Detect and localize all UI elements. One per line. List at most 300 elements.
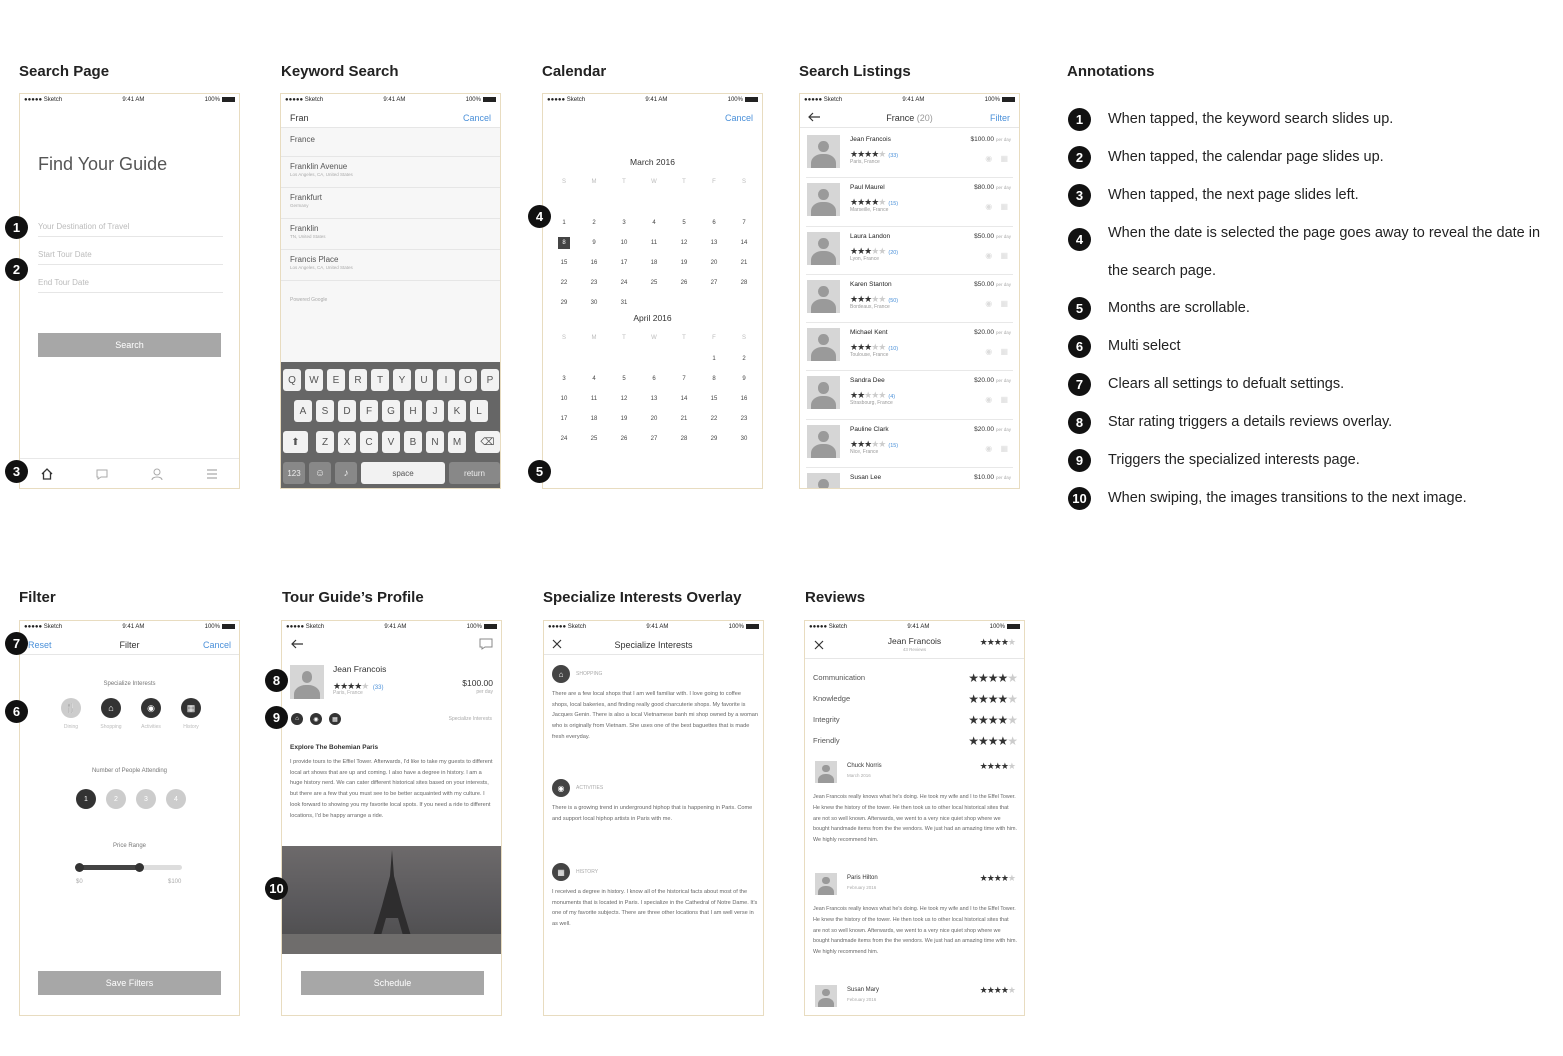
listing-row[interactable] (806, 178, 1013, 226)
stars-icon: ★★★★★ (850, 390, 886, 401)
section-header (552, 863, 758, 881)
calendar-day[interactable]: 2 (592, 220, 596, 226)
history-icon: ▦ (181, 698, 201, 718)
calendar-day[interactable]: 28 (680, 436, 688, 442)
listing-row[interactable] (806, 371, 1013, 419)
numbers-key[interactable]: 123 (283, 462, 305, 484)
history-icon: ▦ (552, 863, 570, 881)
weekday-label: W (651, 179, 657, 185)
carrier: ●●●●● Sketch (285, 97, 324, 103)
listing-reviews: (15) (888, 201, 899, 208)
annotation-text: When tapped, the next page slides left. (1108, 187, 1359, 203)
key-d[interactable]: D (338, 400, 356, 422)
start-date-input[interactable]: Start Tour Date (38, 250, 223, 265)
key-v[interactable]: V (382, 431, 400, 453)
stars-icon: ★★★★★ (850, 342, 886, 353)
annotation-number: 1 (1068, 108, 1091, 131)
badge-8: 8 (265, 669, 288, 692)
result-item[interactable] (281, 250, 500, 281)
menu-icon[interactable] (205, 467, 219, 481)
weekday-label: S (741, 335, 746, 341)
page-heading: Find Your Guide (38, 154, 168, 174)
badge-7: 7 (5, 632, 28, 655)
listings-header (800, 106, 1019, 128)
price-slider-track[interactable] (78, 865, 182, 870)
calendar-day[interactable]: 26 (680, 280, 688, 286)
calendar-day[interactable]: 4 (592, 376, 596, 382)
keyboard (281, 362, 500, 489)
key-c[interactable]: C (360, 431, 378, 453)
chat-icon[interactable] (95, 467, 109, 481)
calendar-day[interactable]: 4 (652, 220, 656, 226)
calendar-day[interactable]: 3 (622, 220, 626, 226)
price-value: $10.00 (974, 474, 994, 482)
time: 9:41 AM (646, 624, 669, 630)
key-n[interactable]: N (426, 431, 444, 453)
result-sub: Germany (290, 203, 309, 208)
annotation-number: 5 (1068, 297, 1091, 320)
annotation-text: Star rating triggers a details reviews overlay. (1108, 414, 1393, 430)
calendar-day[interactable]: 16 (590, 260, 598, 266)
stars-icon: ★★★★★ (333, 681, 369, 691)
cancel-button[interactable]: Cancel (462, 113, 491, 123)
weekday-label: S (741, 179, 746, 185)
people-option-4[interactable]: 4 (166, 789, 186, 809)
calendar-day[interactable]: 9 (592, 240, 596, 246)
interest-option-history[interactable] (176, 698, 206, 730)
message-icon[interactable] (479, 638, 493, 650)
key-w[interactable]: W (305, 369, 323, 391)
rating-category (813, 709, 1017, 730)
listing-name: Sandra Dee (850, 377, 885, 385)
return-key[interactable]: return (449, 462, 500, 484)
annotation-number: 3 (1068, 184, 1091, 207)
calendar-day[interactable]: 17 (620, 260, 628, 266)
calendar-day[interactable]: 18 (590, 416, 598, 422)
people-option-2[interactable]: 2 (106, 789, 126, 809)
listing-name: Karen Stanton (850, 280, 892, 288)
calendar-day[interactable]: 12 (680, 240, 688, 246)
calendar-day[interactable]: 29 (710, 436, 718, 442)
annotation-text: When tapped, the keyword search slides up. (1108, 111, 1394, 127)
calendar-day[interactable]: 24 (560, 436, 568, 442)
carrier: ●●●●● Sketch (24, 97, 63, 103)
time: 9:41 AM (907, 624, 930, 630)
listing-row[interactable] (806, 275, 1013, 323)
annotation-item (1068, 411, 1548, 434)
calendar-day[interactable]: 13 (650, 396, 658, 402)
annotation-text: Clears all settings to defualt settings. (1108, 376, 1345, 392)
calendar-day[interactable]: 31 (620, 300, 628, 306)
category-stars-icon: ★★★★★ (968, 712, 1017, 727)
listing-reviews: (15) (888, 442, 899, 449)
interest-section (552, 779, 758, 824)
interest-label: Activities (141, 724, 161, 730)
listing-avatar (807, 376, 840, 409)
history-icon[interactable]: ▦ (329, 713, 341, 725)
calendar-day[interactable]: 20 (710, 260, 718, 266)
calendar-day[interactable]: 19 (680, 260, 688, 266)
calendar-day[interactable]: 2 (742, 356, 746, 362)
result-name: Franklin (290, 224, 319, 233)
overlay-title: Specialize Interests Overlay (543, 589, 742, 606)
mic-key[interactable]: ♪ (335, 462, 357, 484)
status-bar (805, 621, 1024, 633)
price-max: $100 (168, 879, 182, 885)
interest-mini-icons: ◉ ▦ (985, 154, 1011, 163)
calendar-title: Calendar (542, 63, 607, 80)
calendar-day[interactable]: 30 (590, 300, 598, 306)
key-t[interactable]: T (371, 369, 389, 391)
badge-4: 4 (528, 205, 551, 228)
people-option-1[interactable]: 1 (76, 789, 96, 809)
battery: 100% (728, 624, 744, 631)
key-b[interactable]: B (404, 431, 422, 453)
calendar-day[interactable]: 14 (740, 240, 748, 246)
status-bar (20, 94, 239, 106)
result-name: Francis Place (290, 255, 339, 264)
key-f[interactable]: F (360, 400, 378, 422)
review-item (813, 873, 1017, 985)
badge-10: 10 (265, 877, 288, 900)
key-h[interactable]: H (404, 400, 422, 422)
specialize-link[interactable]: Specialize Interests (448, 716, 492, 722)
weekday-label: M (591, 179, 597, 185)
stars-icon: ★★★★★ (850, 149, 886, 159)
tour-photo[interactable] (282, 846, 501, 954)
price-value: $100.00 (970, 136, 994, 143)
listing-avatar (807, 135, 840, 168)
price-min-handle[interactable] (75, 863, 84, 872)
result-name: Franklin Avenue (290, 162, 348, 171)
badge-2: 2 (5, 258, 28, 281)
section-label: SHOPPING (576, 671, 603, 677)
calendar-day[interactable]: 13 (710, 240, 718, 246)
listing-avatar (807, 473, 840, 489)
key-o[interactable]: O (459, 369, 477, 391)
time: 9:41 AM (384, 624, 407, 630)
profile-screen (281, 620, 502, 1016)
filter-heading: Filter (119, 640, 140, 650)
review-list (813, 761, 1017, 1016)
price-unit: per day (995, 137, 1011, 142)
delete-key[interactable]: ⌫ (475, 431, 500, 453)
review-item (813, 985, 1017, 1016)
filter-title: Filter (19, 589, 56, 606)
activities-icon: ◉ (141, 698, 161, 718)
key-i[interactable]: I (437, 369, 455, 391)
listing-row[interactable] (806, 227, 1013, 275)
back-arrow-icon[interactable] (290, 639, 304, 649)
key-k[interactable]: K (448, 400, 466, 422)
calendar-day[interactable]: 5 (682, 220, 686, 226)
key-r[interactable]: R (349, 369, 367, 391)
tab-bar (20, 458, 239, 488)
calendar-day[interactable]: 9 (742, 376, 746, 382)
cancel-button[interactable]: Cancel (202, 640, 231, 650)
key-e[interactable]: E (327, 369, 345, 391)
schedule-button[interactable]: Schedule (301, 971, 484, 995)
selected-day[interactable]: 8 (558, 237, 570, 249)
weekday-label: F (712, 335, 716, 341)
calendar-day[interactable]: 27 (710, 280, 718, 286)
annotation-number: 8 (1068, 411, 1091, 434)
key-j[interactable]: J (426, 400, 444, 422)
annotation-item (1068, 449, 1548, 472)
calendar-day[interactable]: 8 (712, 376, 716, 382)
search-listings-screen (799, 93, 1020, 489)
calendar-day[interactable]: 7 (742, 220, 746, 226)
calendar-day[interactable]: 15 (710, 396, 718, 402)
interests-options (56, 698, 206, 730)
listing-avatar (807, 183, 840, 216)
annotation-item (1068, 184, 1548, 207)
annotation-text: When tapped, the calendar page slides up. (1108, 149, 1384, 165)
key-s[interactable]: S (316, 400, 334, 422)
calendar-day[interactable]: 20 (650, 416, 658, 422)
calendar-grid (543, 94, 762, 488)
reset-button[interactable]: Reset (28, 640, 52, 650)
filter-button[interactable]: Filter (990, 113, 1010, 123)
calendar-day[interactable]: 26 (620, 436, 628, 442)
result-sub: Los Angeles, CA, United States (290, 172, 353, 177)
keyword-bar (281, 106, 500, 128)
interest-option-dining[interactable] (56, 698, 86, 730)
search-button[interactable]: Search (38, 333, 221, 357)
category-stars-icon: ★★★★★ (968, 670, 1017, 685)
battery-icon (222, 97, 235, 102)
interest-option-shopping[interactable] (96, 698, 126, 730)
price-value: $20.00 (974, 377, 994, 385)
calendar-day[interactable]: 22 (710, 416, 718, 422)
interests-overlay-screen (543, 620, 764, 1016)
key-a[interactable]: A (294, 400, 312, 422)
calendar-day[interactable]: 14 (680, 396, 688, 402)
badge-5: 5 (528, 460, 551, 483)
stars-icon: ★★★★★ (850, 197, 886, 208)
annotation-text: When swiping, the images transitions to the next image. (1108, 490, 1467, 506)
section-header (552, 779, 758, 797)
calendar-day[interactable]: 3 (562, 376, 566, 382)
rating-category (813, 730, 1017, 751)
calendar-day[interactable]: 25 (650, 280, 658, 286)
guide-location: Paris, France (333, 690, 363, 696)
battery: 100% (204, 624, 220, 631)
weekday-label: M (591, 335, 597, 341)
price-unit: per day (476, 689, 493, 695)
profile-icon[interactable] (150, 467, 164, 481)
shopping-icon[interactable]: ⌂ (291, 713, 303, 725)
weekday-label: W (651, 335, 657, 341)
interest-icons[interactable] (291, 713, 341, 725)
battery-icon (1002, 97, 1015, 102)
annotation-item (1068, 373, 1548, 396)
category-label: Knowledge (813, 694, 851, 703)
calendar-day[interactable]: 11 (650, 240, 658, 246)
listing-name: Paul Maurel (850, 184, 885, 192)
key-l[interactable]: L (470, 400, 488, 422)
listing-row[interactable] (806, 420, 1013, 468)
calendar-day[interactable]: 19 (620, 416, 628, 422)
annotation-item (1068, 221, 1548, 290)
activities-icon[interactable]: ◉ (310, 713, 322, 725)
section-text: There is a growing trend in underground hiphop that is happening in Paris. Come and support local hiphop artists in Paris with me. (552, 805, 753, 822)
weekday-label: F (712, 179, 716, 185)
key-u[interactable]: U (415, 369, 433, 391)
reviews-guide-name: Jean Francois (887, 636, 942, 646)
battery-icon (483, 97, 496, 102)
result-item[interactable] (281, 188, 500, 219)
listing-row[interactable] (806, 468, 1013, 489)
category-label: Integrity (813, 715, 840, 724)
calendar-day[interactable]: 25 (590, 436, 598, 442)
annotation-item (1068, 487, 1548, 510)
interests-label: Specialize Interests (103, 681, 156, 687)
price-max-handle[interactable] (135, 863, 144, 872)
listings-list (800, 130, 1019, 489)
rating-category (813, 688, 1017, 709)
annotation-text: Triggers the specialized interests page. (1108, 452, 1360, 468)
interest-label: History (183, 724, 199, 730)
reviewer-avatar (815, 761, 837, 783)
interest-mini-icons: ◉ ▦ (985, 250, 1011, 260)
calendar-day[interactable]: 17 (560, 416, 568, 422)
results-list (281, 130, 500, 281)
carrier: ●●●●● Sketch (548, 624, 587, 630)
price-value: $50.00 (974, 280, 994, 288)
people-option-3[interactable]: 3 (136, 789, 156, 809)
calendar-day[interactable]: 12 (620, 396, 628, 402)
weekday-label: S (561, 335, 566, 341)
listing-reviews: (50) (888, 297, 899, 304)
key-g[interactable]: G (382, 400, 400, 422)
listing-row[interactable] (806, 130, 1013, 178)
annotation-item (1068, 335, 1548, 358)
calendar-day[interactable]: 18 (650, 260, 658, 266)
home-icon[interactable] (40, 467, 54, 481)
keyword-input[interactable]: Fran (290, 113, 309, 123)
reviewer-name: Chuck Norris (847, 763, 882, 769)
calendar-day[interactable]: 21 (740, 260, 748, 266)
calendar-day[interactable]: 10 (560, 396, 568, 402)
reviewer-name: Susan Mary (847, 987, 880, 993)
interest-option-activities[interactable] (136, 698, 166, 730)
calendar-day[interactable]: 27 (650, 436, 658, 442)
calendar-day[interactable]: 7 (682, 376, 686, 382)
calendar-day[interactable]: 29 (560, 300, 568, 306)
rating-category (813, 667, 1017, 688)
reviewer-avatar (815, 985, 837, 1007)
keyword-search-title: Keyword Search (281, 63, 399, 80)
calendar-day[interactable]: 11 (590, 396, 598, 402)
shift-key[interactable]: ⬆ (283, 431, 308, 453)
battery: 100% (727, 97, 743, 104)
key-q[interactable]: Q (283, 369, 301, 391)
key-x[interactable]: X (338, 431, 356, 453)
badge-1: 1 (5, 216, 28, 239)
listing-name: Jean Francois (850, 136, 891, 143)
activities-icon: ◉ (552, 779, 570, 797)
section-text: There are a few local shops that I am well familiar with. I love going to coffee shops, local bakeries, and finding really good charcuterie shops. My favorite is Jacques Genin. There is also a local Vietnamese banh mi shop owned by a woman who is originally from Vietnam. She uses one of the best baguettes that is made fresh everyday. (552, 691, 758, 740)
result-name: Frankfurt (290, 193, 323, 202)
time: 9:41 AM (645, 97, 668, 103)
calendar-day[interactable]: 16 (740, 396, 748, 402)
battery-icon (484, 624, 497, 629)
location-title: France (886, 113, 915, 123)
emoji-key[interactable]: ☺ (309, 462, 331, 484)
month-april: April 2016 (633, 313, 672, 323)
carrier: ●●●●● Sketch (809, 624, 848, 630)
guide-avatar (290, 665, 324, 699)
listing-reviews: (4) (888, 394, 896, 401)
listing-location: Bordeaux, France (850, 303, 890, 310)
result-item[interactable] (281, 130, 500, 157)
reviews-title: Reviews (805, 589, 866, 606)
key-y[interactable]: Y (393, 369, 411, 391)
status-bar (282, 621, 501, 633)
calendar-day[interactable]: 1 (712, 356, 716, 362)
annotation-text: When the date is selected the page goes away to reveal the date in the search page. (1108, 225, 1541, 279)
calendar-day[interactable]: 6 (652, 376, 656, 382)
month-march: March 2016 (630, 157, 675, 167)
filter-screen (19, 620, 240, 1016)
overlay-header (544, 633, 763, 655)
save-filters-button[interactable]: Save Filters (38, 971, 221, 995)
result-item[interactable] (281, 157, 500, 188)
cancel-button[interactable]: Cancel (724, 113, 753, 123)
result-item[interactable] (281, 219, 500, 250)
key-z[interactable]: Z (316, 431, 334, 453)
calendar-day[interactable]: 10 (620, 240, 628, 246)
destination-input[interactable]: Your Destination of Travel (38, 222, 223, 237)
calendar-day[interactable]: 5 (622, 376, 626, 382)
listing-name: Laura Landon (850, 232, 891, 240)
calendar-day[interactable]: 15 (560, 260, 568, 266)
badge-3: 3 (5, 460, 28, 483)
listing-reviews: (20) (888, 249, 899, 256)
price-value: $20.00 (974, 425, 994, 433)
key-m[interactable]: M (448, 431, 466, 453)
battery: 100% (984, 97, 1000, 104)
price-unit: per day (995, 281, 1011, 287)
end-date-input[interactable]: End Tour Date (38, 278, 223, 293)
price-unit: per day (995, 426, 1011, 432)
calendar-day[interactable]: 23 (590, 280, 598, 286)
section-label: HISTORY (576, 869, 599, 875)
calendar-day[interactable]: 1 (562, 220, 566, 226)
calendar-day[interactable]: 30 (740, 436, 748, 442)
listing-row[interactable] (806, 323, 1013, 371)
calendar-day[interactable]: 21 (680, 416, 688, 422)
space-key[interactable]: space (361, 462, 445, 484)
calendar-day[interactable]: 22 (560, 280, 568, 286)
calendar-day[interactable]: 24 (620, 280, 628, 286)
result-sub: TN, United States (290, 234, 326, 239)
listing-location: Paris, France (850, 159, 880, 165)
listing-name: Michael Kent (850, 329, 888, 337)
calendar-day[interactable]: 28 (740, 280, 748, 286)
category-label: Communication (813, 673, 866, 682)
price-unit: per day (995, 475, 1011, 481)
battery: 100% (204, 97, 220, 104)
dining-icon: 🍴 (61, 698, 81, 718)
listing-location: Lyon, France (850, 255, 879, 262)
key-p[interactable]: P (481, 369, 499, 391)
battery: 100% (465, 97, 481, 104)
calendar-day[interactable]: 23 (740, 416, 748, 422)
weekday-label: S (561, 179, 566, 185)
calendar-day[interactable]: 6 (712, 220, 716, 226)
